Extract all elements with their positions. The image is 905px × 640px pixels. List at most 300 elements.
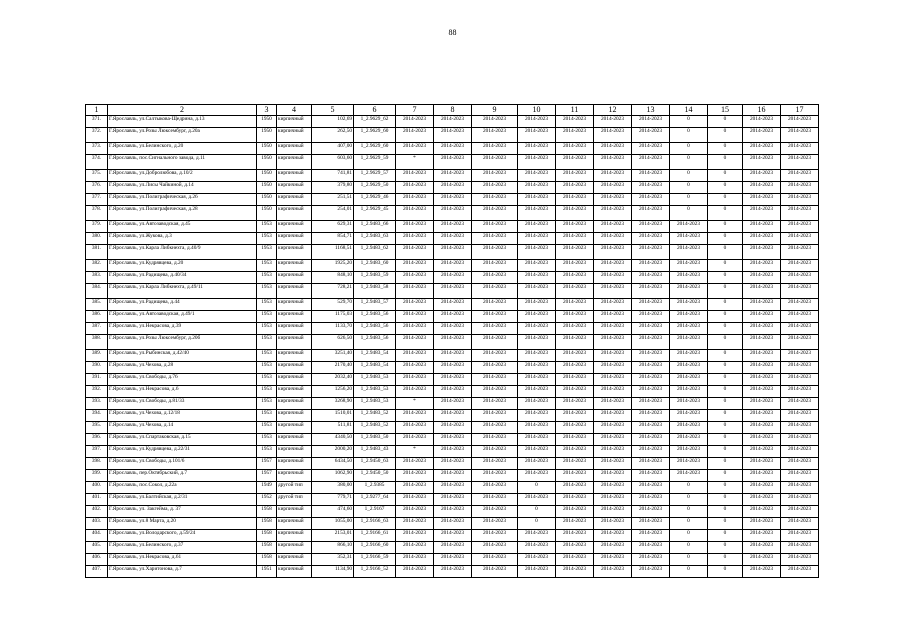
period-cell: 0 xyxy=(708,182,743,194)
period-cell: 2014-2023 xyxy=(632,335,670,350)
period-cell: 2014-2023 xyxy=(556,206,594,221)
row-number-cell: 389. xyxy=(86,350,108,362)
period-cell: 2014-2023 xyxy=(743,233,781,245)
period-cell: 2014-2023 xyxy=(556,155,594,170)
year-cell: 1953 xyxy=(257,374,277,386)
period-cell: 2014-2023 xyxy=(670,470,708,482)
table-row xyxy=(86,566,819,578)
period-cell: 0 xyxy=(708,299,743,311)
column-header: 4 xyxy=(277,105,312,116)
period-cell: 0 xyxy=(708,206,743,221)
material-cell: кирпичный xyxy=(277,458,312,470)
period-cell: 2014-2023 xyxy=(781,245,819,260)
period-cell: 2014-2023 xyxy=(556,446,594,458)
code-cell: 1_2.9629_57 xyxy=(354,170,396,182)
table-row xyxy=(86,116,819,128)
area-cell: 262,50 xyxy=(312,128,354,143)
material-cell: кирпичный xyxy=(277,272,312,284)
column-header: 7 xyxy=(396,105,434,116)
period-cell: 2014-2023 xyxy=(556,284,594,299)
period-cell: 2014-2023 xyxy=(472,422,518,434)
period-cell: 0 xyxy=(708,143,743,155)
period-cell: 2014-2023 xyxy=(472,470,518,482)
period-cell: 2014-2023 xyxy=(781,434,819,446)
period-cell: 2014-2023 xyxy=(594,434,632,446)
period-cell: 2014-2023 xyxy=(781,335,819,350)
period-cell: 0 xyxy=(518,506,556,518)
column-header: 11 xyxy=(556,105,594,116)
period-cell: 2014-2023 xyxy=(556,458,594,470)
period-cell: 2014-2023 xyxy=(556,116,594,128)
code-cell: 1_2.9483_56 xyxy=(354,335,396,350)
period-cell: 2014-2023 xyxy=(781,221,819,233)
period-cell: 2014-2023 xyxy=(632,434,670,446)
table-row xyxy=(86,434,819,446)
period-cell: 2014-2023 xyxy=(472,260,518,272)
period-cell: 0 xyxy=(708,194,743,206)
period-cell: 0 xyxy=(708,566,743,578)
period-cell: 0 xyxy=(708,272,743,284)
material-cell: кирпичный xyxy=(277,206,312,221)
period-cell: 2014-2023 xyxy=(594,506,632,518)
row-number-cell: 400. xyxy=(86,482,108,494)
code-cell: 1_2.9166_61 xyxy=(354,530,396,542)
period-cell: 2014-2023 xyxy=(781,518,819,530)
period-cell: 2014-2023 xyxy=(743,410,781,422)
area-cell: 603,60 xyxy=(312,155,354,170)
row-number-cell: 390. xyxy=(86,362,108,374)
table-row xyxy=(86,221,819,233)
address-cell: Г.Ярославль, ул.Некрасова, д.61 xyxy=(108,554,257,566)
period-cell: 2014-2023 xyxy=(472,245,518,260)
period-cell: 2014-2023 xyxy=(396,116,434,128)
period-cell: 2014-2023 xyxy=(518,554,556,566)
period-cell: 2014-2023 xyxy=(594,458,632,470)
area-cell: 251,51 xyxy=(312,194,354,206)
period-cell: 2014-2023 xyxy=(472,299,518,311)
header-row xyxy=(86,105,819,116)
year-cell: 1953 xyxy=(257,323,277,335)
period-cell: 2014-2023 xyxy=(670,434,708,446)
period-cell: 2014-2023 xyxy=(472,374,518,386)
period-cell: 2014-2023 xyxy=(743,566,781,578)
area-cell: 1055,00 xyxy=(312,518,354,530)
table-row xyxy=(86,470,819,482)
period-cell: 0 xyxy=(708,518,743,530)
code-cell: 1_2.9483_53 xyxy=(354,398,396,410)
period-cell: 2014-2023 xyxy=(556,323,594,335)
period-cell: 2014-2023 xyxy=(743,362,781,374)
period-cell: 2014-2023 xyxy=(472,323,518,335)
column-header: 12 xyxy=(594,105,632,116)
address-cell: Г.Ярославль, пос.Сигнального завода, д.11 xyxy=(108,155,257,170)
period-cell: 2014-2023 xyxy=(472,518,518,530)
period-cell: 2014-2023 xyxy=(743,116,781,128)
period-cell: 2014-2023 xyxy=(743,182,781,194)
address-cell: Г.Ярославль, ул.Чехова, д.12/18 xyxy=(108,410,257,422)
year-cell: 1950 xyxy=(257,116,277,128)
period-cell: 2014-2023 xyxy=(472,233,518,245)
period-cell: 2014-2023 xyxy=(670,299,708,311)
period-cell: 2014-2023 xyxy=(743,299,781,311)
period-cell: 2014-2023 xyxy=(781,374,819,386)
address-cell: Г.Ярославль, ул.Свободы, д.76 xyxy=(108,374,257,386)
period-cell: 2014-2023 xyxy=(434,410,472,422)
table-row xyxy=(86,458,819,470)
period-cell: 2014-2023 xyxy=(472,530,518,542)
period-cell: 2014-2023 xyxy=(518,410,556,422)
row-number-cell: 378. xyxy=(86,206,108,221)
period-cell: 2014-2023 xyxy=(518,116,556,128)
code-cell: 1_2.9166_52 xyxy=(354,566,396,578)
period-cell: 2014-2023 xyxy=(518,155,556,170)
column-header: 1 xyxy=(86,105,108,116)
period-cell: 0 xyxy=(518,482,556,494)
period-cell: 2014-2023 xyxy=(434,566,472,578)
code-cell: 1_2.9483_52 xyxy=(354,410,396,422)
column-header: 2 xyxy=(108,105,257,116)
period-cell: 2014-2023 xyxy=(632,323,670,335)
period-cell: 2014-2023 xyxy=(472,410,518,422)
period-cell: 2014-2023 xyxy=(781,554,819,566)
period-cell: 2014-2023 xyxy=(743,170,781,182)
code-cell: 1_2.9483_63 xyxy=(354,233,396,245)
table-row xyxy=(86,518,819,530)
period-cell: 2014-2023 xyxy=(556,518,594,530)
area-cell: 352,31 xyxy=(312,554,354,566)
period-cell: 2014-2023 xyxy=(781,323,819,335)
period-cell: 0 xyxy=(670,542,708,554)
period-cell: 2014-2023 xyxy=(518,422,556,434)
table-row xyxy=(86,530,819,542)
period-cell: 2014-2023 xyxy=(396,494,434,506)
material-cell: кирпичный xyxy=(277,530,312,542)
address-cell: Г.Ярославль, ул.Полиграфическая, д.26 xyxy=(108,194,257,206)
year-cell: 1953 xyxy=(257,350,277,362)
period-cell: 2014-2023 xyxy=(743,398,781,410)
period-cell: 2014-2023 xyxy=(472,434,518,446)
period-cell: 0 xyxy=(708,374,743,386)
code-cell: 1_2.9166_60 xyxy=(354,542,396,554)
period-cell: 2014-2023 xyxy=(781,422,819,434)
period-cell: 2014-2023 xyxy=(781,350,819,362)
table-row xyxy=(86,260,819,272)
address-cell: Г.Ярославль, ул.Некрасова, д.6 xyxy=(108,386,257,398)
period-cell: 2014-2023 xyxy=(743,506,781,518)
year-cell: 1950 xyxy=(257,143,277,155)
period-cell: 2014-2023 xyxy=(518,350,556,362)
year-cell: 1951 xyxy=(257,566,277,578)
period-cell: 2014-2023 xyxy=(632,422,670,434)
period-cell: 2014-2023 xyxy=(743,374,781,386)
period-cell: 2014-2023 xyxy=(434,206,472,221)
column-header: 16 xyxy=(743,105,781,116)
column-header: 3 xyxy=(257,105,277,116)
year-cell: 1958 xyxy=(257,542,277,554)
period-cell: 2014-2023 xyxy=(670,233,708,245)
row-number-cell: 385. xyxy=(86,299,108,311)
address-cell: Г.Ярославль, ул.Карла Либкнехта, д.40/9 xyxy=(108,245,257,260)
period-cell: 2014-2023 xyxy=(670,362,708,374)
period-cell: 0 xyxy=(518,518,556,530)
period-cell: 2014-2023 xyxy=(594,362,632,374)
period-cell: 0 xyxy=(670,566,708,578)
row-number-cell: 402. xyxy=(86,506,108,518)
period-cell: 2014-2023 xyxy=(518,362,556,374)
period-cell: 2014-2023 xyxy=(594,386,632,398)
table-row xyxy=(86,410,819,422)
period-cell: 2014-2023 xyxy=(434,398,472,410)
period-cell: 2014-2023 xyxy=(396,323,434,335)
period-cell: 0 xyxy=(670,116,708,128)
period-cell: 2014-2023 xyxy=(670,350,708,362)
year-cell: 1949 xyxy=(257,482,277,494)
period-cell: 2014-2023 xyxy=(632,398,670,410)
period-cell: 2014-2023 xyxy=(472,311,518,323)
period-cell: 2014-2023 xyxy=(434,299,472,311)
period-cell: 2014-2023 xyxy=(781,260,819,272)
period-cell: 2014-2023 xyxy=(396,542,434,554)
period-cell: 2014-2023 xyxy=(472,143,518,155)
table-row xyxy=(86,170,819,182)
period-cell: 2014-2023 xyxy=(781,398,819,410)
code-cell: 1_2.9483_60 xyxy=(354,260,396,272)
period-cell: 2014-2023 xyxy=(434,386,472,398)
period-cell: 2014-2023 xyxy=(556,542,594,554)
period-cell: 2014-2023 xyxy=(518,128,556,143)
row-number-cell: 401. xyxy=(86,494,108,506)
period-cell: 0 xyxy=(670,182,708,194)
table-row xyxy=(86,542,819,554)
area-cell: 854,71 xyxy=(312,233,354,245)
period-cell: 0 xyxy=(670,518,708,530)
period-cell: 2014-2023 xyxy=(743,494,781,506)
period-cell: 0 xyxy=(708,530,743,542)
year-cell: 1958 xyxy=(257,530,277,542)
period-cell: 2014-2023 xyxy=(472,182,518,194)
period-cell: 2014-2023 xyxy=(556,566,594,578)
period-cell: 2014-2023 xyxy=(434,335,472,350)
period-cell: 2014-2023 xyxy=(518,260,556,272)
period-cell: 2014-2023 xyxy=(396,128,434,143)
period-cell: 2014-2023 xyxy=(434,143,472,155)
period-cell: 2014-2023 xyxy=(594,422,632,434)
period-cell: 2014-2023 xyxy=(434,194,472,206)
material-cell: кирпичный xyxy=(277,422,312,434)
period-cell: 2014-2023 xyxy=(396,410,434,422)
material-cell: кирпичный xyxy=(277,398,312,410)
period-cell: 2014-2023 xyxy=(556,350,594,362)
area-cell: 102,69 xyxy=(312,116,354,128)
area-cell: 529,70 xyxy=(312,299,354,311)
area-cell: 2000,20 xyxy=(312,446,354,458)
period-cell: 2014-2023 xyxy=(434,542,472,554)
period-cell: 2014-2023 xyxy=(743,221,781,233)
code-cell: 1_2.9483_50 xyxy=(354,434,396,446)
period-cell: 0 xyxy=(708,233,743,245)
period-cell: 2014-2023 xyxy=(632,128,670,143)
period-cell: 0 xyxy=(708,422,743,434)
period-cell: 2014-2023 xyxy=(781,155,819,170)
period-cell: 2014-2023 xyxy=(594,221,632,233)
address-cell: Г.Ярославль, ул.Кудрявцева, д.22/31 xyxy=(108,446,257,458)
row-number-cell: 403. xyxy=(86,518,108,530)
period-cell: 2014-2023 xyxy=(556,170,594,182)
period-cell: 2014-2023 xyxy=(396,311,434,323)
material-cell: кирпичный xyxy=(277,446,312,458)
column-header: 15 xyxy=(708,105,743,116)
period-cell: 2014-2023 xyxy=(594,155,632,170)
period-cell: 2014-2023 xyxy=(518,143,556,155)
material-cell: кирпичный xyxy=(277,410,312,422)
period-cell: 2014-2023 xyxy=(518,458,556,470)
period-cell: 0 xyxy=(708,386,743,398)
period-cell: 0 xyxy=(670,506,708,518)
period-cell: 2014-2023 xyxy=(518,170,556,182)
period-cell: 0 xyxy=(708,458,743,470)
period-cell: 2014-2023 xyxy=(594,374,632,386)
address-cell: Г.Ярославль, ул.Розы Люксембург, д.20а xyxy=(108,128,257,143)
table-row xyxy=(86,284,819,299)
period-cell: 2014-2023 xyxy=(594,554,632,566)
period-cell: 2014-2023 xyxy=(472,284,518,299)
period-cell: 0 xyxy=(708,554,743,566)
period-cell: 2014-2023 xyxy=(556,434,594,446)
column-header: 5 xyxy=(312,105,354,116)
area-cell: 626,50 xyxy=(312,335,354,350)
table-row xyxy=(86,554,819,566)
period-cell: 2014-2023 xyxy=(472,494,518,506)
period-cell: 2014-2023 xyxy=(396,143,434,155)
period-cell: 2014-2023 xyxy=(632,506,670,518)
period-cell: 2014-2023 xyxy=(434,518,472,530)
period-cell: 2014-2023 xyxy=(472,458,518,470)
code-cell: 1_2.9483_57 xyxy=(354,299,396,311)
table-row xyxy=(86,206,819,221)
code-cell: 1_2.9166_63 xyxy=(354,518,396,530)
period-cell: 2014-2023 xyxy=(472,386,518,398)
period-cell: 2014-2023 xyxy=(472,542,518,554)
period-cell: 2014-2023 xyxy=(670,398,708,410)
material-cell: кирпичный xyxy=(277,554,312,566)
material-cell: кирпичный xyxy=(277,221,312,233)
period-cell: 2014-2023 xyxy=(743,542,781,554)
column-header: 14 xyxy=(670,105,708,116)
row-number-cell: 386. xyxy=(86,311,108,323)
table-row xyxy=(86,233,819,245)
year-cell: 1950 xyxy=(257,194,277,206)
row-number-cell: 388. xyxy=(86,335,108,350)
table-row xyxy=(86,422,819,434)
period-cell: 2014-2023 xyxy=(472,506,518,518)
period-cell: 2014-2023 xyxy=(396,566,434,578)
period-cell: 2014-2023 xyxy=(632,554,670,566)
row-number-cell: 372. xyxy=(86,128,108,143)
material-cell: другой тип xyxy=(277,482,312,494)
material-cell: кирпичный xyxy=(277,128,312,143)
period-cell: 2014-2023 xyxy=(743,470,781,482)
period-cell: 2014-2023 xyxy=(434,494,472,506)
period-cell: 2014-2023 xyxy=(781,206,819,221)
period-cell: 2014-2023 xyxy=(632,386,670,398)
period-cell: 2014-2023 xyxy=(743,272,781,284)
period-cell: 2014-2023 xyxy=(781,386,819,398)
row-number-cell: 371. xyxy=(86,116,108,128)
code-cell: 1_2.9483_59 xyxy=(354,272,396,284)
period-cell: * xyxy=(396,155,434,170)
period-cell: 2014-2023 xyxy=(781,299,819,311)
period-cell: 2014-2023 xyxy=(472,446,518,458)
address-cell: Г.Ярославль, ул.Жукова, д.3 xyxy=(108,233,257,245)
period-cell: 2014-2023 xyxy=(594,323,632,335)
material-cell: кирпичный xyxy=(277,170,312,182)
period-cell: 0 xyxy=(670,482,708,494)
period-cell: 2014-2023 xyxy=(556,422,594,434)
period-cell: 2014-2023 xyxy=(670,272,708,284)
row-number-cell: 397. xyxy=(86,446,108,458)
period-cell: 2014-2023 xyxy=(632,272,670,284)
period-cell: 2014-2023 xyxy=(396,221,434,233)
period-cell: 2014-2023 xyxy=(781,362,819,374)
period-cell: 2014-2023 xyxy=(594,470,632,482)
period-cell: 2014-2023 xyxy=(670,386,708,398)
column-header: 6 xyxy=(354,105,396,116)
year-cell: 1953 xyxy=(257,386,277,398)
code-cell: 1_2.9483_54 xyxy=(354,362,396,374)
period-cell: * xyxy=(396,398,434,410)
year-cell: 1953 xyxy=(257,434,277,446)
period-cell: 0 xyxy=(670,194,708,206)
year-cell: 1953 xyxy=(257,233,277,245)
table-row xyxy=(86,182,819,194)
table-row xyxy=(86,386,819,398)
column-header: 10 xyxy=(518,105,556,116)
address-cell: Г.Ярославль, ул.Чехова, д.14 xyxy=(108,422,257,434)
period-cell: 2014-2023 xyxy=(434,233,472,245)
address-cell: Г.Ярославль, ул.Харитонова, д.7 xyxy=(108,566,257,578)
period-cell: 2014-2023 xyxy=(434,128,472,143)
period-cell: 2014-2023 xyxy=(594,530,632,542)
year-cell: 1950 xyxy=(257,155,277,170)
period-cell: 2014-2023 xyxy=(396,470,434,482)
address-cell: Г.Ярославль, ул.Рыбинская, д.42/40 xyxy=(108,350,257,362)
period-cell: 2014-2023 xyxy=(518,284,556,299)
period-cell: 2014-2023 xyxy=(632,374,670,386)
period-cell: 0 xyxy=(708,470,743,482)
period-cell: 0 xyxy=(708,311,743,323)
period-cell: 2014-2023 xyxy=(396,518,434,530)
address-cell: Г.Ярославль, ул. Закгейма, д. 37 xyxy=(108,506,257,518)
period-cell: 2014-2023 xyxy=(518,530,556,542)
code-cell: 1_2.9483_56 xyxy=(354,323,396,335)
table-row xyxy=(86,335,819,350)
year-cell: 1958 xyxy=(257,506,277,518)
period-cell: 2014-2023 xyxy=(518,323,556,335)
period-cell: 2014-2023 xyxy=(594,482,632,494)
period-cell: 2014-2023 xyxy=(781,566,819,578)
period-cell: 2014-2023 xyxy=(632,299,670,311)
period-cell: 0 xyxy=(670,554,708,566)
period-cell: 0 xyxy=(708,221,743,233)
period-cell: 2014-2023 xyxy=(396,206,434,221)
period-cell: 2014-2023 xyxy=(632,566,670,578)
row-number-cell: 407. xyxy=(86,566,108,578)
row-number-cell: 376. xyxy=(86,182,108,194)
period-cell: 2014-2023 xyxy=(434,350,472,362)
period-cell: 2014-2023 xyxy=(396,374,434,386)
row-number-cell: 375. xyxy=(86,170,108,182)
row-number-cell: 392. xyxy=(86,386,108,398)
